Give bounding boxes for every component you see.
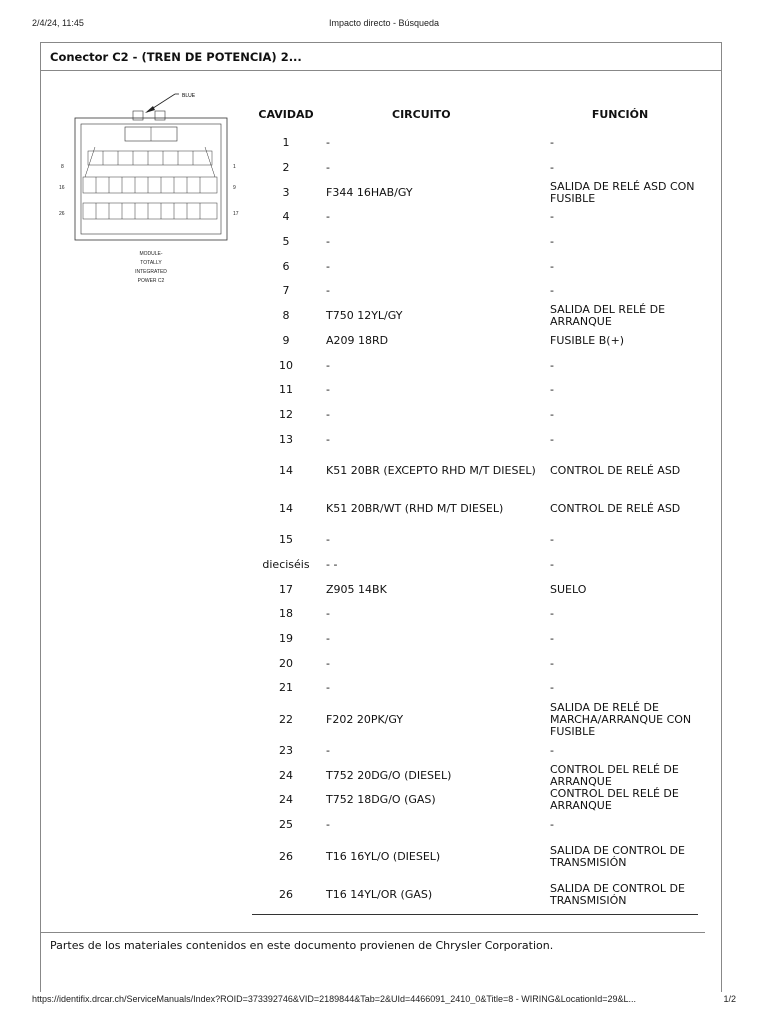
- function-cell: -: [550, 656, 554, 670]
- table-row: [252, 427, 698, 452]
- connector-panel: [40, 42, 722, 992]
- pin-row-1: [88, 151, 212, 165]
- circuit-cell: -: [326, 407, 330, 421]
- cavity-cell: 4: [282, 210, 290, 224]
- circuit-cell: T16 14YL/OR (GAS): [320, 876, 542, 915]
- function-cell: -: [550, 136, 554, 150]
- cavity-cell: 5: [282, 235, 290, 249]
- function-cell: -: [550, 358, 554, 372]
- cavity-cell: 26: [279, 849, 293, 863]
- circuit-cell: T750 12YL/GY: [326, 309, 403, 323]
- header-cavity: CAVIDAD: [258, 107, 314, 121]
- function-cell: -: [550, 210, 554, 224]
- cavity-cell: 24: [279, 768, 293, 782]
- color-pointer-arrow: [145, 106, 155, 113]
- table-row: [252, 452, 698, 490]
- cavity-cell: 11: [279, 383, 293, 397]
- table-row: [252, 180, 698, 205]
- latch-right: [155, 111, 165, 120]
- cavity-cell: 1: [282, 136, 290, 150]
- table-row: [252, 577, 698, 602]
- circuit-cell: -: [326, 210, 330, 224]
- function-cell: -: [550, 607, 554, 621]
- cavity-table: [252, 97, 698, 915]
- circuit-cell: -: [326, 681, 330, 695]
- function-cell: -: [550, 632, 554, 646]
- circuit-cell: -: [326, 744, 330, 758]
- function-cell: -: [550, 407, 554, 421]
- print-date: 2/4/24, 11:45: [32, 18, 84, 28]
- circuit-cell: -: [326, 235, 330, 249]
- header-function: FUNCIÓN: [591, 107, 649, 121]
- circuit-cell: F344 16HAB/GY: [326, 185, 413, 199]
- table-row: [252, 353, 698, 378]
- pin-label-9: 9: [233, 185, 236, 191]
- table-row: [252, 304, 698, 329]
- function-cell: -: [550, 235, 554, 249]
- cavity-cell: 20: [279, 656, 293, 670]
- circuit-cell: - -: [326, 557, 338, 571]
- table-row: [252, 676, 698, 701]
- caption-line-1: MODULE-: [139, 251, 163, 257]
- function-cell: -: [550, 818, 554, 832]
- table-row: [252, 627, 698, 652]
- table-row: [252, 230, 698, 255]
- header-circuit: CIRCUITO: [392, 107, 451, 121]
- print-title: Impacto directo - Búsqueda: [328, 18, 440, 28]
- circuit-cell: T752 20DG/O (DIESEL): [326, 768, 452, 782]
- table-row: [252, 156, 698, 181]
- circuit-cell: -: [326, 284, 330, 298]
- cavity-cell: 2: [282, 161, 290, 175]
- cavity-cell: 3: [282, 185, 290, 199]
- function-cell: -: [550, 557, 554, 571]
- function-cell: -: [550, 744, 554, 758]
- circuit-cell: A209 18RD: [326, 333, 389, 347]
- function-cell: FUSIBLE B(+): [550, 333, 625, 347]
- cavity-cell: 18: [279, 607, 293, 621]
- table-row: [252, 131, 698, 156]
- print-footer: [0, 994, 768, 1008]
- function-cell: -: [550, 681, 554, 695]
- function-cell: SALIDA DEL RELÉ DE ARRANQUE: [550, 303, 666, 329]
- table-row: [252, 602, 698, 627]
- function-cell: SALIDA DE RELÉ DE MARCHA/ARRANQUE CON FUSIBLE: [550, 700, 692, 738]
- panel-title: Conector C2 - (TREN DE POTENCIA) 2...: [41, 43, 721, 71]
- table-header-row: [252, 97, 698, 131]
- cavity-cell: 13: [279, 432, 293, 446]
- circuit-cell: -: [326, 136, 330, 150]
- function-cell: SALIDA DE CONTROL DE TRANSMISIÓN: [550, 843, 685, 869]
- print-page-number: 1/2: [723, 994, 736, 1004]
- pin-label-16: 16: [59, 185, 65, 191]
- pin-label-26: 26: [59, 211, 65, 217]
- cavity-cell: 17: [279, 582, 293, 596]
- connector-diagram: [55, 89, 245, 319]
- circuit-cell: F202 20PK/GY: [326, 712, 404, 726]
- cavity-cell: 26: [252, 876, 320, 915]
- cavity-cell: 22: [279, 712, 293, 726]
- function-cell: -: [550, 161, 554, 175]
- function-cell: CONTROL DEL RELÉ DE ARRANQUE: [550, 787, 679, 813]
- function-cell: -: [550, 284, 554, 298]
- cavity-cell: 14: [279, 463, 293, 477]
- table-row: [252, 490, 698, 528]
- table-row: [252, 813, 698, 838]
- table-row: [252, 701, 698, 739]
- function-cell: -: [550, 383, 554, 397]
- function-cell: SALIDA DE RELÉ ASD CON FUSIBLE: [550, 179, 695, 205]
- pin-row-2: [83, 177, 217, 193]
- function-cell: SUELO: [550, 582, 587, 596]
- pin-label-17: 17: [233, 211, 239, 217]
- table-row: [252, 553, 698, 578]
- circuit-cell: Z905 14BK: [326, 582, 387, 596]
- function-cell: -: [550, 259, 554, 273]
- circuit-cell: K51 20BR (EXCEPTO RHD M/T DIESEL): [326, 463, 536, 477]
- pin-label-8: 8: [61, 164, 64, 170]
- table-row: [252, 254, 698, 279]
- circuit-cell: -: [326, 533, 330, 547]
- circuit-cell: -: [326, 656, 330, 670]
- cavity-cell: 12: [279, 407, 293, 421]
- diagonal-guide-left: [85, 147, 95, 177]
- cavity-cell: dieciséis: [262, 557, 310, 571]
- pin-row-3: [83, 203, 217, 219]
- cavity-cell: 7: [282, 284, 290, 298]
- cavity-cell: 9: [282, 333, 290, 347]
- circuit-cell: T752 18DG/O (GAS): [326, 793, 436, 807]
- table-row: [252, 651, 698, 676]
- cavity-cell: 10: [279, 358, 293, 372]
- table-row: [252, 403, 698, 428]
- cavity-cell: 19: [279, 632, 293, 646]
- cavity-cell: 21: [279, 681, 293, 695]
- circuit-cell: -: [326, 358, 330, 372]
- function-cell: CONTROL DE RELÉ ASD: [550, 463, 681, 477]
- cavity-cell: 8: [282, 309, 290, 323]
- function-cell: -: [550, 432, 554, 446]
- footnote: Partes de los materiales contenidos en este documento provienen de Chrysler Corporation.: [50, 939, 554, 952]
- cavity-cell: 25: [279, 818, 293, 832]
- print-header: [0, 18, 768, 32]
- function-cell: -: [550, 533, 554, 547]
- color-label: BLUE: [182, 93, 196, 99]
- circuit-cell: -: [326, 383, 330, 397]
- table-row: [252, 838, 698, 876]
- table-row: [252, 329, 698, 354]
- caption-line-2: TOTALLY: [140, 260, 162, 266]
- circuit-cell: -: [326, 161, 330, 175]
- circuit-cell: -: [326, 632, 330, 646]
- circuit-cell: -: [326, 607, 330, 621]
- footnote-divider: [41, 932, 705, 933]
- function-cell: CONTROL DE RELÉ ASD: [550, 501, 681, 515]
- table-row: [252, 876, 698, 915]
- cavity-cell: 24: [279, 793, 293, 807]
- caption-line-4: POWER C2: [137, 278, 165, 284]
- latch-left: [133, 111, 143, 120]
- table-row: [252, 739, 698, 764]
- caption-line-3: INTEGRATED: [135, 269, 167, 275]
- print-url: https://identifix.drcar.ch/ServiceManuals/Index?ROID=373392746&VID=2189844&Tab=2&UId=4466091_2410_0&Title=8 - WIRING&LocationId=29&L...: [32, 994, 637, 1004]
- table-row: [252, 788, 698, 813]
- circuit-cell: -: [326, 259, 330, 273]
- circuit-cell: -: [326, 432, 330, 446]
- circuit-cell: K51 20BR/WT (RHD M/T DIESEL): [326, 501, 504, 515]
- function-cell: SALIDA DE CONTROL DE TRANSMISIÓN: [542, 876, 698, 915]
- cavity-cell: 15: [279, 533, 293, 547]
- cavity-cell: 14: [279, 501, 293, 515]
- circuit-cell: T16 16YL/O (DIESEL): [326, 849, 441, 863]
- table-row: [252, 205, 698, 230]
- table-row: [252, 279, 698, 304]
- circuit-cell: -: [326, 818, 330, 832]
- cavity-cell: 6: [282, 259, 290, 273]
- pin-label-1: 1: [233, 164, 236, 170]
- diagonal-guide-right: [205, 147, 215, 177]
- table-row: [252, 528, 698, 553]
- function-cell: CONTROL DEL RELÉ DE ARRANQUE: [550, 762, 679, 788]
- cavity-cell: 23: [279, 744, 293, 758]
- table-row: [252, 378, 698, 403]
- table-row: [252, 763, 698, 788]
